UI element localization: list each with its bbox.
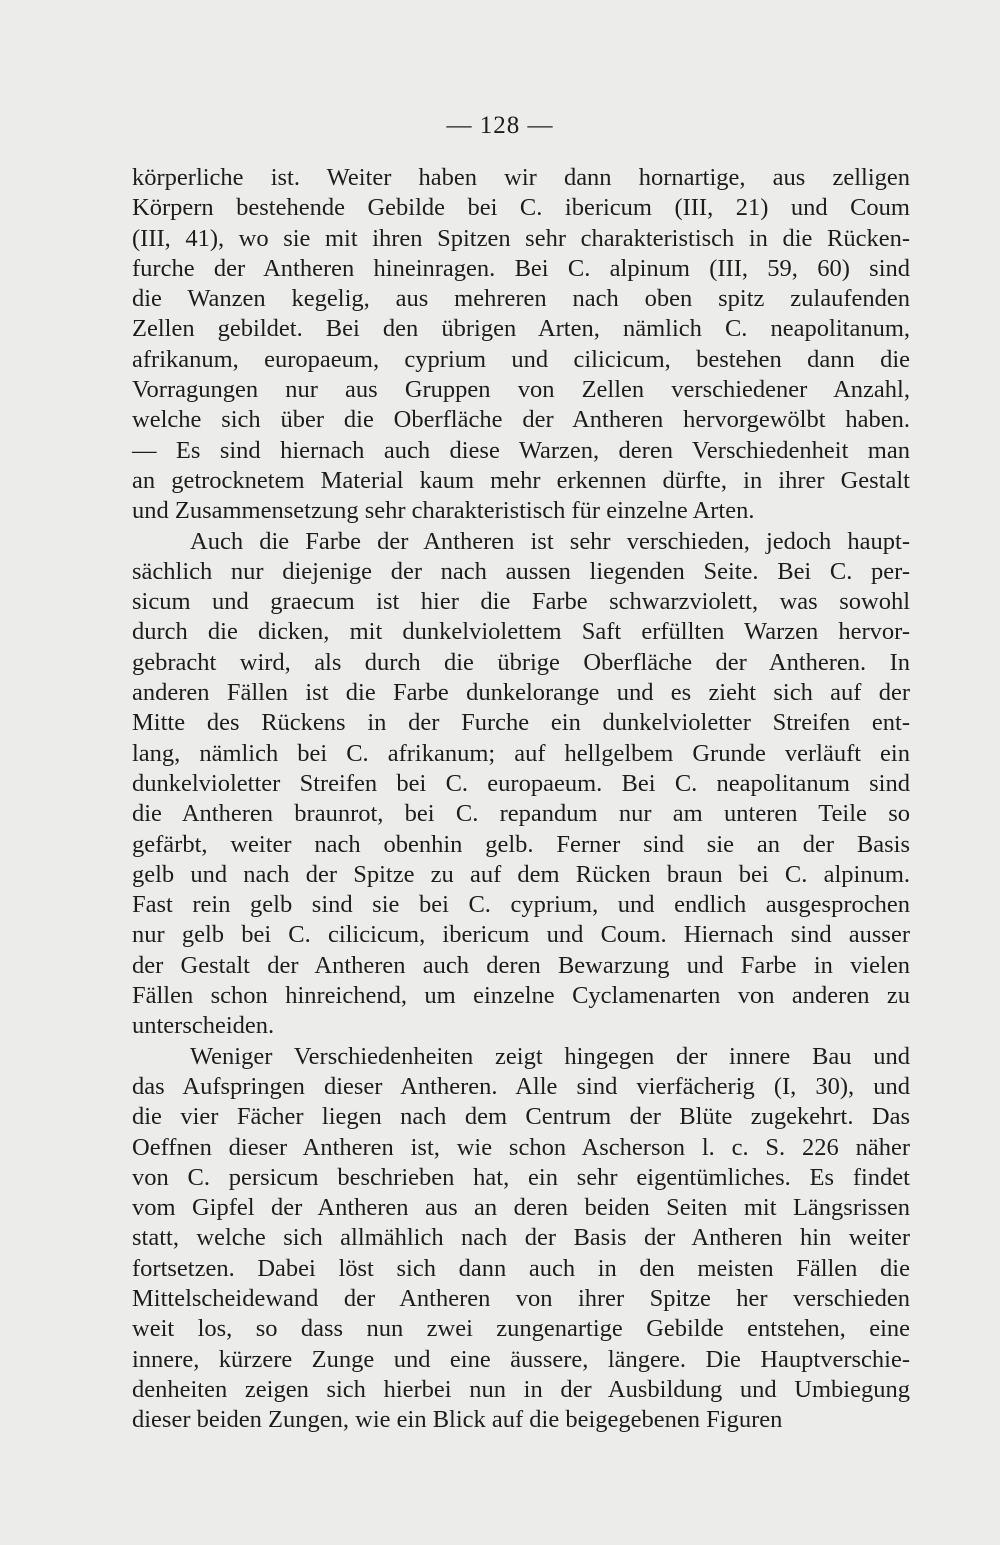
text-line: gebracht wird, als durch die übrige Oberfläche der Antheren. In xyxy=(132,648,910,676)
text-line: und Zusammensetzung sehr charakteristisch für einzelne Arten. xyxy=(132,497,755,525)
text-line: nur gelb bei C. cilicicum, ibericum und Coum. Hiernach sind ausser xyxy=(132,921,910,949)
text-line: Oeffnen dieser Antheren ist, wie schon Ascherson l. c. S. 226 näher xyxy=(132,1133,910,1161)
text-line: — Es sind hiernach auch diese Warzen, deren Verschiedenheit man xyxy=(132,436,910,464)
text-line: Mitte des Rückens in der Furche ein dunkelvioletter Streifen ent- xyxy=(132,709,910,737)
text-line: gefärbt, weiter nach obenhin gelb. Ferner sind sie an der Basis xyxy=(132,830,910,858)
text-line: sicum und graecum ist hier die Farbe schwarzviolett, was sowohl xyxy=(132,588,910,616)
text-line: das Aufspringen dieser Antheren. Alle sind vierfächerig (I, 30), und xyxy=(132,1072,910,1100)
text-line: welche sich über die Oberfläche der Antheren hervorgewölbt haben. xyxy=(132,406,910,434)
text-line: gelb und nach der Spitze zu auf dem Rücken braun bei C. alpinum. xyxy=(132,860,910,888)
text-line: die vier Fächer liegen nach dem Centrum der Blüte zugekehrt. Das xyxy=(132,1103,910,1131)
text-line: dunkelvioletter Streifen bei C. europaeum. Bei C. neapolitanum sind xyxy=(132,769,910,797)
text-line: die Wanzen kegelig, aus mehreren nach oben spitz zulaufenden xyxy=(132,285,910,313)
body-text xyxy=(132,163,910,1435)
text-line: denheiten zeigen sich hierbei nun in der Ausbildung und Umbiegung xyxy=(132,1375,910,1403)
text-line: Fast rein gelb sind sie bei C. cyprium, und endlich ausgesprochen xyxy=(132,891,910,919)
text-line: von C. persicum beschrieben hat, ein sehr eigentümliches. Es findet xyxy=(132,1163,910,1191)
paragraph xyxy=(132,527,910,1042)
text-line: körperliche ist. Weiter haben wir dann hornartige, aus zelligen xyxy=(132,164,910,191)
text-line: lang, nämlich bei C. afrikanum; auf hellgelbem Grunde verläuft ein xyxy=(132,739,910,767)
text-line: furche der Antheren hineinragen. Bei C. alpinum (III, 59, 60) sind xyxy=(132,254,910,282)
text-line: Fällen schon hinreichend, um einzelne Cyclamenarten von anderen zu xyxy=(132,982,910,1010)
text-line: sächlich nur diejenige der nach aussen liegenden Seite. Bei C. per- xyxy=(132,557,910,585)
paragraph xyxy=(132,163,910,527)
text-line: vom Gipfel der Antheren aus an deren beiden Seiten mit Längsrissen xyxy=(132,1194,910,1222)
text-line: Vorragungen nur aus Gruppen von Zellen verschiedener Anzahl, xyxy=(132,376,910,404)
text-line: statt, welche sich allmählich nach der Basis der Antheren hin weiter xyxy=(132,1224,910,1252)
paragraph xyxy=(132,1042,910,1436)
text-line: innere, kürzere Zunge und eine äussere, längere. Die Hauptverschie- xyxy=(132,1345,910,1373)
text-line: unterscheiden. xyxy=(132,1012,275,1040)
text-line: afrikanum, europaeum, cyprium und cilicicum, bestehen dann die xyxy=(132,345,910,373)
text-line: fortsetzen. Dabei löst sich dann auch in den meisten Fällen die xyxy=(132,1254,910,1282)
text-line: anderen Fällen ist die Farbe dunkelorange und es zieht sich auf der xyxy=(132,679,910,707)
text-line: Zellen gebildet. Bei den übrigen Arten, nämlich C. neapolitanum, xyxy=(132,315,910,343)
text-line: die Antheren braunrot, bei C. repandum nur am unteren Teile so xyxy=(132,800,910,828)
text-line: (III, 41), wo sie mit ihren Spitzen sehr charakteristisch in die Rücken- xyxy=(132,224,910,252)
text-line: an getrocknetem Material kaum mehr erkennen dürfte, in ihrer Gestalt xyxy=(132,466,910,494)
text-line: der Gestalt der Antheren auch deren Bewarzung und Farbe in vielen xyxy=(132,951,910,979)
text-line: weit los, so dass nun zwei zungenartige Gebilde entstehen, eine xyxy=(132,1315,910,1343)
text-line: Weniger Verschiedenheiten zeigt hingegen der innere Bau und xyxy=(190,1042,910,1070)
text-line: durch die dicken, mit dunkelviolettem Saft erfüllten Warzen hervor- xyxy=(132,618,910,646)
page-number: — 128 — xyxy=(446,112,554,139)
text-line: Mittelscheidewand der Antheren von ihrer Spitze her verschieden xyxy=(132,1284,910,1312)
text-line: Körpern bestehende Gebilde bei C. ibericum (III, 21) und Coum xyxy=(132,194,910,222)
text-line: Auch die Farbe der Antheren ist sehr verschieden, jedoch haupt- xyxy=(190,527,910,555)
text-line: dieser beiden Zungen, wie ein Blick auf die beigegebenen Figuren xyxy=(132,1406,783,1434)
